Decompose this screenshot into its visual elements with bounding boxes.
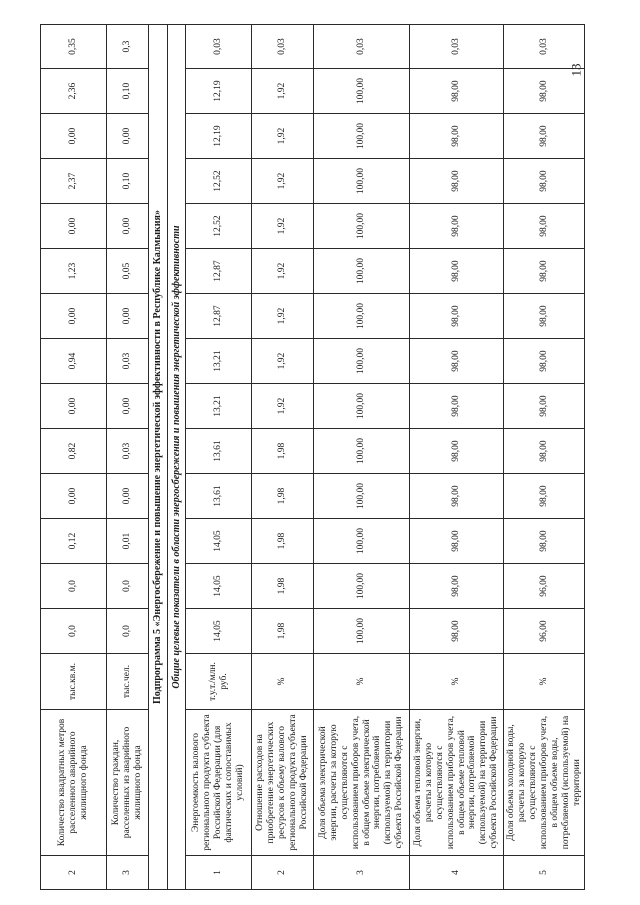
indicator-name: Энергоемкость валового регионального продукта субъекта Российской Федерации (для фактических и сопоставимых условий) [186, 710, 252, 856]
value-cell: 98,00 [504, 159, 585, 204]
section-title: Подпрограмма 5 «Энергосбережение и повышение энергетической эффективности в Республике Калмыкия» [149, 25, 168, 890]
indicators-table [40, 24, 585, 890]
value-cell: 13,21 [186, 339, 252, 384]
value-cell: 12,19 [186, 69, 252, 114]
value-cell: 0,94 [41, 339, 107, 384]
table-row [314, 25, 410, 890]
indicator-name: Количество квадратных метров расселенного аварийного жилищного фонда [41, 710, 107, 856]
value-cell: 12,87 [186, 249, 252, 294]
value-cell: 0,35 [41, 25, 107, 69]
section-row [149, 25, 168, 890]
value-cell: 0,0 [107, 564, 149, 609]
value-cell: 100,00 [314, 294, 410, 339]
value-cell: 1,92 [252, 114, 314, 159]
value-cell: 0,05 [107, 249, 149, 294]
value-cell: 98,00 [504, 249, 585, 294]
table-row [107, 25, 149, 890]
value-cell: 98,00 [410, 384, 504, 429]
unit-cell: тыс.чел. [107, 654, 149, 710]
value-cell: 98,00 [504, 339, 585, 384]
value-cell: 1,98 [252, 564, 314, 609]
indicator-name: Доля объема электрической энергии, расчеты за которую осуществляются с использованием приборов учета, в общем объеме электрической энергии, потребляемой (используемой) на территории субъекта Российской Федерации [314, 710, 410, 856]
value-cell: 98,00 [410, 429, 504, 474]
unit-cell: % [314, 654, 410, 710]
value-cell: 0,00 [41, 114, 107, 159]
value-cell: 0,00 [107, 384, 149, 429]
value-cell: 0,00 [41, 474, 107, 519]
value-cell: 1,92 [252, 294, 314, 339]
value-cell: 0,00 [107, 114, 149, 159]
value-cell: 2,36 [41, 69, 107, 114]
row-number: 2 [252, 856, 314, 890]
value-cell: 0,03 [186, 25, 252, 69]
table-row [504, 25, 585, 890]
value-cell: 100,00 [314, 384, 410, 429]
document-sheet [40, 30, 595, 890]
value-cell: 0,00 [41, 384, 107, 429]
value-cell: 1,92 [252, 249, 314, 294]
table-row [252, 25, 314, 890]
value-cell: 100,00 [314, 474, 410, 519]
unit-cell: т.у.т./млн. руб. [186, 654, 252, 710]
value-cell: 0,12 [41, 519, 107, 564]
value-cell: 98,00 [410, 294, 504, 339]
value-cell: 2,37 [41, 159, 107, 204]
value-cell: 98,00 [504, 429, 585, 474]
value-cell: 1,98 [252, 609, 314, 654]
value-cell: 100,00 [314, 519, 410, 564]
value-cell: 1,92 [252, 204, 314, 249]
value-cell: 0,10 [107, 69, 149, 114]
value-cell: 0,0 [41, 609, 107, 654]
value-cell: 98,00 [504, 294, 585, 339]
value-cell: 98,00 [504, 69, 585, 114]
value-cell: 1,23 [41, 249, 107, 294]
value-cell: 98,00 [410, 474, 504, 519]
subsection-row [167, 25, 186, 890]
row-number: 3 [107, 856, 149, 890]
table-row [186, 25, 252, 890]
value-cell: 1,98 [252, 429, 314, 474]
indicator-name: Количество граждан, расселенных из аварийного жилищного фонда [107, 710, 149, 856]
value-cell: 98,00 [410, 519, 504, 564]
value-cell: 12,19 [186, 114, 252, 159]
value-cell: 14,05 [186, 609, 252, 654]
row-number: 4 [410, 856, 504, 890]
value-cell: 100,00 [314, 159, 410, 204]
value-cell: 0,0 [41, 564, 107, 609]
value-cell: 1,92 [252, 339, 314, 384]
value-cell: 0,03 [107, 429, 149, 474]
row-number: 1 [186, 856, 252, 890]
value-cell: 0,03 [504, 25, 585, 69]
value-cell: 1,98 [252, 474, 314, 519]
value-cell: 98,00 [410, 114, 504, 159]
value-cell: 98,00 [504, 114, 585, 159]
row-number: 3 [314, 856, 410, 890]
value-cell: 0,00 [107, 474, 149, 519]
value-cell: 96,00 [504, 564, 585, 609]
value-cell: 98,00 [410, 204, 504, 249]
value-cell: 0,00 [41, 294, 107, 339]
value-cell: 14,05 [186, 564, 252, 609]
value-cell: 98,00 [504, 519, 585, 564]
value-cell: 12,87 [186, 294, 252, 339]
value-cell: 0,00 [41, 204, 107, 249]
subsection-title: Общие целевые показатели в области энергосбережения и повышения энергетической эффективности [167, 25, 186, 890]
value-cell: 100,00 [314, 249, 410, 294]
value-cell: 0,03 [107, 339, 149, 384]
value-cell: 0,03 [314, 25, 410, 69]
indicator-name: Доля объема холодной воды, расчеты за которую осуществляются с использованием приборов учета, в общем объеме воды, потребляемой (используемой) на территории [504, 710, 585, 856]
value-cell: 98,00 [410, 564, 504, 609]
value-cell: 98,00 [504, 204, 585, 249]
value-cell: 12,52 [186, 204, 252, 249]
value-cell: 13,61 [186, 429, 252, 474]
row-number: 2 [41, 856, 107, 890]
value-cell: 0,00 [107, 294, 149, 339]
value-cell: 0,10 [107, 159, 149, 204]
value-cell: 100,00 [314, 609, 410, 654]
value-cell: 0,03 [252, 25, 314, 69]
value-cell: 100,00 [314, 114, 410, 159]
value-cell: 0,00 [107, 204, 149, 249]
value-cell: 14,05 [186, 519, 252, 564]
table-row [41, 25, 107, 890]
value-cell: 98,00 [410, 69, 504, 114]
value-cell: 12,52 [186, 159, 252, 204]
value-cell: 13,61 [186, 474, 252, 519]
unit-cell: тыс.кв.м. [41, 654, 107, 710]
value-cell: 100,00 [314, 204, 410, 249]
value-cell: 13,21 [186, 384, 252, 429]
value-cell: 98,00 [410, 339, 504, 384]
value-cell: 96,00 [504, 609, 585, 654]
value-cell: 98,00 [504, 474, 585, 519]
row-number: 5 [504, 856, 585, 890]
table-row [410, 25, 504, 890]
value-cell: 0,3 [107, 25, 149, 69]
indicator-name: Отношение расходов на приобретение энергетических ресурсов к объему валового регионального продукта субъекта Российской Федерации [252, 710, 314, 856]
value-cell: 0,82 [41, 429, 107, 474]
value-cell: 100,00 [314, 69, 410, 114]
value-cell: 100,00 [314, 429, 410, 474]
value-cell: 98,00 [410, 249, 504, 294]
value-cell: 0,01 [107, 519, 149, 564]
value-cell: 1,98 [252, 519, 314, 564]
page-number: 13 [568, 63, 584, 77]
unit-cell: % [504, 654, 585, 710]
value-cell: 1,92 [252, 69, 314, 114]
value-cell: 0,0 [107, 609, 149, 654]
value-cell: 98,00 [410, 609, 504, 654]
value-cell: 0,03 [410, 25, 504, 69]
unit-cell: % [252, 654, 314, 710]
value-cell: 100,00 [314, 339, 410, 384]
value-cell: 100,00 [314, 564, 410, 609]
value-cell: 98,00 [410, 159, 504, 204]
indicator-name: Доля объема тепловой энергии, расчеты за которую осуществляются с использованием приборов учета, в общем объеме тепловой энергии, потребляемой (используемой) на территории субъекта Российской Федерации [410, 710, 504, 856]
value-cell: 98,00 [504, 384, 585, 429]
unit-cell: % [410, 654, 504, 710]
value-cell: 1,92 [252, 384, 314, 429]
value-cell: 1,92 [252, 159, 314, 204]
